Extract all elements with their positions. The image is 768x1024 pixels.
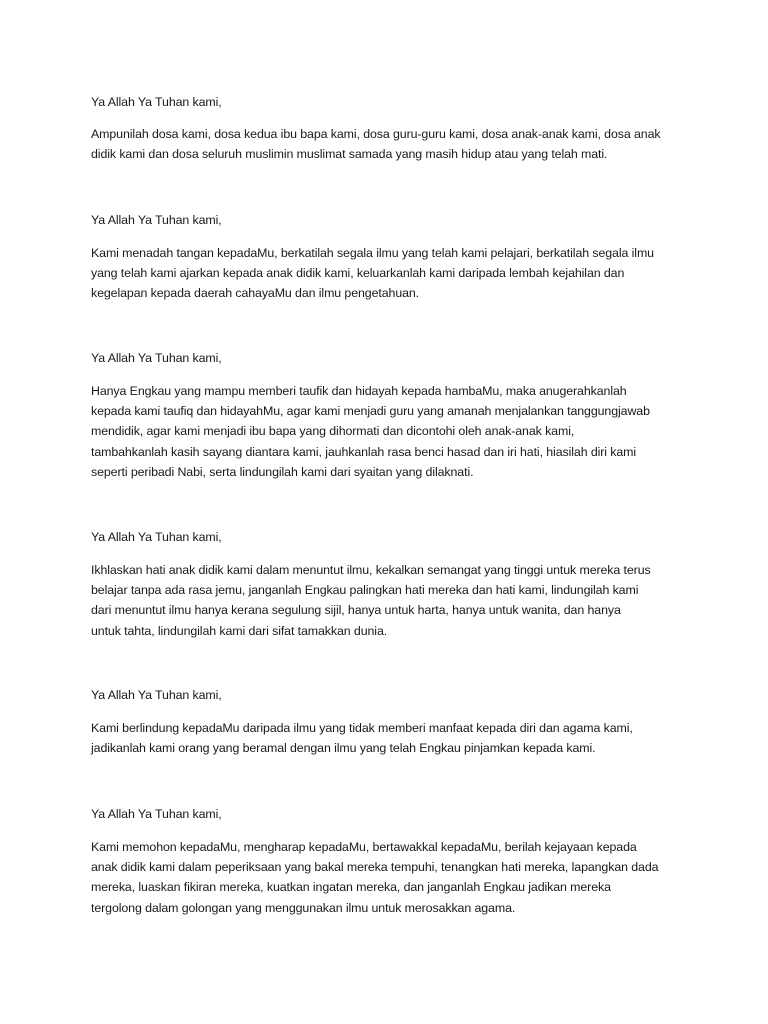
section-3-paragraph bbox=[91, 381, 691, 482]
paragraph-line: Kami berlindung kepadaMu daripada ilmu yang tidak memberi manfaat kepada diri dan agama kami, bbox=[91, 721, 633, 735]
paragraph-line: Kami memohon kepadaMu, mengharap kepadaMu, bertawakkal kepadaMu, berilah kejayaan kepada bbox=[91, 840, 637, 854]
paragraph-line: kegelapan kepada daerah cahayaMu dan ilmu pengetahuan. bbox=[91, 286, 420, 301]
section-6-paragraph bbox=[91, 837, 691, 918]
paragraph-line: belajar tanpa ada rasa jemu, janganlah Engkau palingkan hati mereka dan hati kami, lindungilah kami bbox=[91, 583, 639, 598]
section-1-paragraph bbox=[91, 124, 691, 164]
section-6-heading: Ya Allah Ya Tuhan kami, bbox=[91, 807, 222, 821]
paragraph-line: Hanya Engkau yang mampu memberi taufik dan hidayah kepada hambaMu, maka anugerahkanlah bbox=[91, 384, 627, 398]
section-5-heading: Ya Allah Ya Tuhan kami, bbox=[91, 688, 222, 702]
paragraph-line: mendidik, agar kami menjadi ibu bapa yang dihormati dan dicontohi oleh anak-anak kami, bbox=[91, 424, 575, 439]
paragraph-line: seperti peribadi Nabi, serta lindungilah kami dari syaitan yang dilaknati. bbox=[91, 464, 474, 479]
paragraph-line: dari menuntut ilmu hanya kerana segulung sijil, hanya untuk harta, hanya untuk wanita, dan hanya bbox=[91, 603, 621, 618]
paragraph-line: anak didik kami dalam peperiksaan yang bakal mereka tempuhi, tenangkan hati mereka, lapangkan dada bbox=[91, 860, 659, 875]
paragraph-line: jadikanlah kami orang yang beramal dengan ilmu yang telah Engkau pinjamkan kepada kami. bbox=[91, 741, 596, 756]
section-3-heading: Ya Allah Ya Tuhan kami, bbox=[91, 351, 222, 365]
paragraph-line: tergolong dalam golongan yang menggunakan ilmu untuk merosakkan agama. bbox=[91, 900, 516, 915]
section-5-paragraph bbox=[91, 718, 691, 758]
paragraph-line: Ikhlaskan hati anak didik kami dalam menuntut ilmu, kekalkan semangat yang tinggi untuk mereka terus bbox=[91, 563, 651, 577]
paragraph-line: untuk tahta, lindungilah kami dari sifat tamakkan dunia. bbox=[91, 623, 388, 638]
paragraph-line: yang telah kami ajarkan kepada anak didik kami, keluarkanlah kami daripada lembah kejahilan dan bbox=[91, 266, 625, 281]
section-2-heading: Ya Allah Ya Tuhan kami, bbox=[91, 213, 222, 227]
paragraph-line: didik kami dan dosa seluruh muslimin muslimat samada yang masih hidup atau yang telah mati. bbox=[91, 147, 608, 162]
paragraph-line: Ampunilah dosa kami, dosa kedua ibu bapa kami, dosa guru-guru kami, dosa anak-anak kami, dosa anak bbox=[91, 127, 661, 141]
section-4-heading: Ya Allah Ya Tuhan kami, bbox=[91, 530, 222, 544]
paragraph-line: Kami menadah tangan kepadaMu, berkatilah segala ilmu yang telah kami pelajari, berkatilah segala ilmu bbox=[91, 246, 654, 260]
paragraph-line: tambahkanlah kasih sayang diantara kami, jauhkanlah rasa benci hasad dan iri hati, hiasilah diri kami bbox=[91, 444, 637, 459]
section-2-paragraph bbox=[91, 243, 691, 304]
section-1-heading: Ya Allah Ya Tuhan kami, bbox=[91, 95, 222, 109]
section-4-paragraph bbox=[91, 560, 691, 641]
paragraph-line: kepada kami taufiq dan hidayahMu, agar kami menjadi guru yang amanah menjalankan tanggungjawab bbox=[91, 404, 650, 419]
paragraph-line: mereka, luaskan fikiran mereka, kuatkan ingatan mereka, dan janganlah Engkau jadikan mereka bbox=[91, 880, 611, 895]
